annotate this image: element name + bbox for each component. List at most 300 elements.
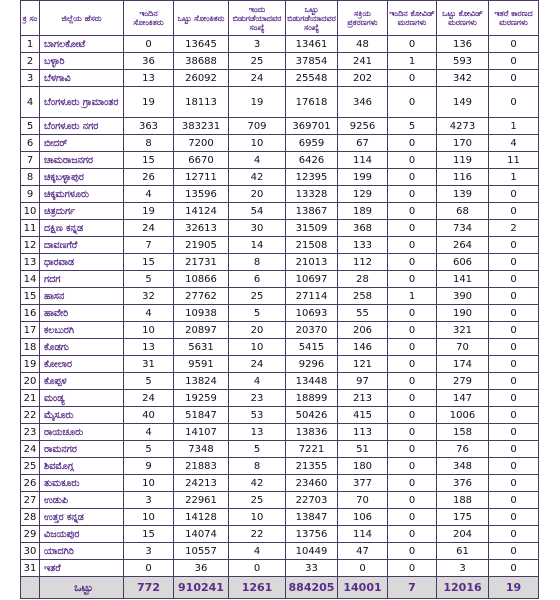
cell-total-discharged: 37854 <box>286 53 338 70</box>
table-row <box>21 70 539 87</box>
cell-other-deaths: 0 <box>489 237 539 254</box>
table-row <box>21 169 539 186</box>
cell-active: 48 <box>338 36 388 53</box>
cell-total-deaths: 158 <box>437 424 489 441</box>
cell-active: 133 <box>338 237 388 254</box>
cell-today-discharged: 10 <box>229 135 286 152</box>
cell-today-discharged: 24 <box>229 356 286 373</box>
cell-other-deaths: 0 <box>489 390 539 407</box>
cell-total-positive: 21731 <box>174 254 229 271</box>
cell-active: 9256 <box>338 118 388 135</box>
cell-total-deaths: 1006 <box>437 407 489 424</box>
cell-today-positive: 3 <box>124 492 174 509</box>
cell-total-positive: 12711 <box>174 169 229 186</box>
cell-sl: 15 <box>21 288 40 305</box>
cell-sl: 19 <box>21 356 40 373</box>
cell-total-deaths: 136 <box>437 36 489 53</box>
cell-today-discharged: 30 <box>229 220 286 237</box>
table-row <box>21 203 539 220</box>
cell-district: ಬೆಂಗಳೂರು ನಗರ <box>40 118 124 135</box>
cell-total-discharged: 10449 <box>286 543 338 560</box>
cell-today-deaths: 0 <box>388 526 437 543</box>
cell-other-deaths: 0 <box>489 36 539 53</box>
cell-today-positive: 5 <box>124 441 174 458</box>
cell-total-positive: 36 <box>174 560 229 577</box>
cell-total-discharged: 13756 <box>286 526 338 543</box>
cell-today-positive: 5 <box>124 373 174 390</box>
cell-other-deaths: 1 <box>489 169 539 186</box>
cell-total-discharged: 13847 <box>286 509 338 526</box>
cell-sl: 16 <box>21 305 40 322</box>
cell-total-deaths: 204 <box>437 526 489 543</box>
table-row <box>21 407 539 424</box>
cell-today-discharged: 3 <box>229 36 286 53</box>
table-row <box>21 254 539 271</box>
table-row <box>21 356 539 373</box>
cell-total-positive: 13596 <box>174 186 229 203</box>
cell-today-positive: 13 <box>124 339 174 356</box>
cell-total-positive: 9591 <box>174 356 229 373</box>
cell-total-positive: 7200 <box>174 135 229 152</box>
cell-total-discharged: 20370 <box>286 322 338 339</box>
cell-total-discharged: 13867 <box>286 203 338 220</box>
table-row <box>21 560 539 577</box>
cell-today-positive: 26 <box>124 169 174 186</box>
cell-sl: 14 <box>21 271 40 288</box>
covid-district-table-sheet <box>20 0 538 599</box>
cell-today-discharged: 54 <box>229 203 286 220</box>
cell-today-discharged: 6 <box>229 271 286 288</box>
cell-today-discharged: 53 <box>229 407 286 424</box>
cell-total-deaths: 170 <box>437 135 489 152</box>
cell-today-deaths: 5 <box>388 118 437 135</box>
table-row <box>21 87 539 118</box>
cell-district: ಕಲಬುರಗಿ <box>40 322 124 339</box>
table-row <box>21 458 539 475</box>
cell-total-discharged: 21355 <box>286 458 338 475</box>
cell-sl: 26 <box>21 475 40 492</box>
cell-today-discharged: 42 <box>229 475 286 492</box>
cell-total-discharged: 10693 <box>286 305 338 322</box>
cell-active: 55 <box>338 305 388 322</box>
cell-today-discharged: 23 <box>229 390 286 407</box>
cell-today-positive: 363 <box>124 118 174 135</box>
cell-sl: 28 <box>21 509 40 526</box>
cell-today-deaths: 0 <box>388 373 437 390</box>
cell-sl <box>21 577 40 599</box>
cell-total-discharged: 13836 <box>286 424 338 441</box>
cell-other-deaths: 0 <box>489 254 539 271</box>
header-row <box>21 1 539 36</box>
cell-sl: 9 <box>21 186 40 203</box>
cell-total-positive: 24213 <box>174 475 229 492</box>
cell-other-deaths: 11 <box>489 152 539 169</box>
cell-sl: 30 <box>21 543 40 560</box>
cell-total-positive: 38688 <box>174 53 229 70</box>
cell-total-positive: 22961 <box>174 492 229 509</box>
cell-total-deaths: 390 <box>437 288 489 305</box>
cell-total-discharged: 6426 <box>286 152 338 169</box>
cell-other-deaths: 0 <box>489 87 539 118</box>
cell-today-positive: 4 <box>124 424 174 441</box>
cell-total-deaths: 141 <box>437 271 489 288</box>
cell-sl: 25 <box>21 458 40 475</box>
cell-district: ರಾಮನಗರ <box>40 441 124 458</box>
cell-total-positive: 21905 <box>174 237 229 254</box>
cell-total-discharged: 13461 <box>286 36 338 53</box>
cell-today-discharged: 4 <box>229 373 286 390</box>
cell-active: 377 <box>338 475 388 492</box>
cell-today-discharged: 8 <box>229 254 286 271</box>
cell-active: 97 <box>338 373 388 390</box>
cell-today-deaths: 1 <box>388 53 437 70</box>
cell-active: 106 <box>338 509 388 526</box>
cell-total-deaths: 348 <box>437 458 489 475</box>
cell-total-positive: 13645 <box>174 36 229 53</box>
cell-other-deaths: 0 <box>489 475 539 492</box>
table-row <box>21 424 539 441</box>
cell-sl: 27 <box>21 492 40 509</box>
cell-today-positive: 15 <box>124 254 174 271</box>
cell-active: 146 <box>338 339 388 356</box>
cell-total-positive: 51847 <box>174 407 229 424</box>
cell-total-deaths: 376 <box>437 475 489 492</box>
cell-total-discharged: 13328 <box>286 186 338 203</box>
cell-district: ಒಟ್ಟು <box>40 577 124 599</box>
table-row <box>21 492 539 509</box>
table-row <box>21 152 539 169</box>
cell-total-positive: 18113 <box>174 87 229 118</box>
table-row <box>21 441 539 458</box>
cell-today-deaths: 0 <box>388 407 437 424</box>
cell-total-deaths: 606 <box>437 254 489 271</box>
cell-today-positive: 8 <box>124 135 174 152</box>
cell-other-deaths: 0 <box>489 305 539 322</box>
cell-total-positive: 10557 <box>174 543 229 560</box>
cell-sl: 23 <box>21 424 40 441</box>
cell-total-discharged: 12395 <box>286 169 338 186</box>
cell-today-discharged: 25 <box>229 492 286 509</box>
cell-total-discharged: 369701 <box>286 118 338 135</box>
cell-total-discharged: 17618 <box>286 87 338 118</box>
cell-today-deaths: 0 <box>388 543 437 560</box>
cell-sl: 11 <box>21 220 40 237</box>
cell-total-positive: 14128 <box>174 509 229 526</box>
cell-total-positive: 5631 <box>174 339 229 356</box>
header-today-discharged: ಇಂದು ಬಿಡುಗಡೆಯಾದವರ ಸಂಖ್ಯೆ <box>229 1 286 36</box>
cell-district: ಚಿಕ್ಕಬಳ್ಳಾಪುರ <box>40 169 124 186</box>
cell-active: 114 <box>338 152 388 169</box>
cell-district: ಹಾಸನ <box>40 288 124 305</box>
cell-today-deaths: 0 <box>388 203 437 220</box>
table-row <box>21 543 539 560</box>
table-row <box>21 339 539 356</box>
cell-today-deaths: 0 <box>388 509 437 526</box>
cell-active: 47 <box>338 543 388 560</box>
cell-district: ಉತ್ತರ ಕನ್ನಡ <box>40 509 124 526</box>
cell-today-deaths: 0 <box>388 135 437 152</box>
cell-total-positive: 32613 <box>174 220 229 237</box>
table-row <box>21 220 539 237</box>
cell-total-discharged: 50426 <box>286 407 338 424</box>
cell-total-discharged: 33 <box>286 560 338 577</box>
cell-active: 258 <box>338 288 388 305</box>
cell-today-positive: 15 <box>124 152 174 169</box>
header-total-positive: ಒಟ್ಟು ಸೋಂಕಿತರು <box>174 1 229 36</box>
cell-other-deaths: 0 <box>489 526 539 543</box>
cell-sl: 10 <box>21 203 40 220</box>
cell-total-deaths: 3 <box>437 560 489 577</box>
cell-active: 206 <box>338 322 388 339</box>
cell-today-positive: 7 <box>124 237 174 254</box>
cell-district: ಬಾಗಲಕೋಟೆ <box>40 36 124 53</box>
cell-total-deaths: 139 <box>437 186 489 203</box>
cell-sl: 5 <box>21 118 40 135</box>
cell-active: 346 <box>338 87 388 118</box>
table-row <box>21 373 539 390</box>
cell-today-positive: 5 <box>124 271 174 288</box>
cell-total-discharged: 884205 <box>286 577 338 599</box>
cell-sl: 21 <box>21 390 40 407</box>
cell-today-deaths: 0 <box>388 70 437 87</box>
cell-sl: 1 <box>21 36 40 53</box>
cell-today-discharged: 8 <box>229 458 286 475</box>
cell-today-positive: 31 <box>124 356 174 373</box>
cell-district: ಚಿತ್ರದುರ್ಗ <box>40 203 124 220</box>
cell-today-deaths: 0 <box>388 458 437 475</box>
cell-other-deaths: 0 <box>489 288 539 305</box>
cell-district: ಚಾಮರಾಜನಗರ <box>40 152 124 169</box>
cell-active: 121 <box>338 356 388 373</box>
cell-other-deaths: 4 <box>489 135 539 152</box>
cell-today-discharged: 24 <box>229 70 286 87</box>
cell-total-deaths: 147 <box>437 390 489 407</box>
cell-total-deaths: 342 <box>437 70 489 87</box>
cell-total-discharged: 5415 <box>286 339 338 356</box>
cell-district: ವಿಜಯಪುರ <box>40 526 124 543</box>
cell-total-positive: 26092 <box>174 70 229 87</box>
cell-other-deaths: 0 <box>489 492 539 509</box>
cell-today-positive: 10 <box>124 475 174 492</box>
cell-total-discharged: 10697 <box>286 271 338 288</box>
cell-sl: 24 <box>21 441 40 458</box>
cell-sl: 2 <box>21 53 40 70</box>
header-today-positive: ಇಂದಿನ ಸೋಂಕಿತರು <box>124 1 174 36</box>
cell-active: 241 <box>338 53 388 70</box>
cell-district: ಚಿಕ್ಕಮಗಳೂರು <box>40 186 124 203</box>
cell-today-deaths: 0 <box>388 492 437 509</box>
cell-district: ಧಾರವಾಡ <box>40 254 124 271</box>
cell-today-discharged: 5 <box>229 305 286 322</box>
cell-total-deaths: 190 <box>437 305 489 322</box>
cell-district: ದಕ್ಷಿಣ ಕನ್ನಡ <box>40 220 124 237</box>
table-body <box>21 36 539 599</box>
cell-today-positive: 772 <box>124 577 174 599</box>
header-total-deaths: ಒಟ್ಟು ಕೋವಿಡ್ ಮರಣಗಳು <box>437 1 489 36</box>
cell-today-deaths: 0 <box>388 475 437 492</box>
cell-total-deaths: 734 <box>437 220 489 237</box>
cell-today-positive: 9 <box>124 458 174 475</box>
cell-sl: 7 <box>21 152 40 169</box>
cell-total-deaths: 119 <box>437 152 489 169</box>
cell-active: 189 <box>338 203 388 220</box>
cell-total-positive: 383231 <box>174 118 229 135</box>
cell-total-positive: 7348 <box>174 441 229 458</box>
header-district: ಜಿಲ್ಲೆಯ ಹೆಸರು <box>40 1 124 36</box>
table-row <box>21 509 539 526</box>
cell-today-deaths: 0 <box>388 186 437 203</box>
district-data-table <box>20 0 539 599</box>
cell-total-deaths: 149 <box>437 87 489 118</box>
cell-district: ಬೆಳಗಾವಿ <box>40 70 124 87</box>
header-other-deaths: ಇತರೆ ಕಾರಣದ ಮರಣಗಳು <box>489 1 539 36</box>
cell-other-deaths: 0 <box>489 339 539 356</box>
cell-district: ಗದಗ <box>40 271 124 288</box>
cell-district: ರಾಯಚೂರು <box>40 424 124 441</box>
cell-sl: 12 <box>21 237 40 254</box>
cell-active: 114 <box>338 526 388 543</box>
cell-today-discharged: 22 <box>229 526 286 543</box>
cell-total-discharged: 23460 <box>286 475 338 492</box>
cell-today-deaths: 7 <box>388 577 437 599</box>
cell-sl: 20 <box>21 373 40 390</box>
header-active: ಸಕ್ರಿಯ ಪ್ರಕರಣಗಳು <box>338 1 388 36</box>
cell-sl: 18 <box>21 339 40 356</box>
cell-total-discharged: 6959 <box>286 135 338 152</box>
cell-other-deaths: 19 <box>489 577 539 599</box>
cell-today-positive: 32 <box>124 288 174 305</box>
cell-today-discharged: 10 <box>229 339 286 356</box>
cell-sl: 3 <box>21 70 40 87</box>
cell-total-positive: 14124 <box>174 203 229 220</box>
cell-today-discharged: 4 <box>229 543 286 560</box>
cell-today-discharged: 5 <box>229 441 286 458</box>
cell-district: ಇತರೆ <box>40 560 124 577</box>
cell-today-positive: 40 <box>124 407 174 424</box>
cell-today-discharged: 0 <box>229 560 286 577</box>
cell-total-deaths: 264 <box>437 237 489 254</box>
table-row <box>21 475 539 492</box>
total-row <box>21 577 539 599</box>
cell-today-deaths: 0 <box>388 560 437 577</box>
cell-active: 199 <box>338 169 388 186</box>
cell-sl: 4 <box>21 87 40 118</box>
cell-total-deaths: 593 <box>437 53 489 70</box>
header-total-discharged: ಒಟ್ಟು ಬಿಡುಗಡೆಯಾದವರ ಸಂಖ್ಯೆ <box>286 1 338 36</box>
cell-today-deaths: 0 <box>388 424 437 441</box>
cell-total-positive: 910241 <box>174 577 229 599</box>
cell-today-discharged: 19 <box>229 87 286 118</box>
cell-today-discharged: 20 <box>229 186 286 203</box>
cell-today-discharged: 1261 <box>229 577 286 599</box>
cell-district: ಉಡುಪಿ <box>40 492 124 509</box>
cell-today-positive: 24 <box>124 390 174 407</box>
cell-other-deaths: 0 <box>489 424 539 441</box>
cell-total-deaths: 70 <box>437 339 489 356</box>
cell-active: 213 <box>338 390 388 407</box>
cell-total-deaths: 12016 <box>437 577 489 599</box>
cell-other-deaths: 0 <box>489 560 539 577</box>
cell-district: ಕೊಪ್ಪಳ <box>40 373 124 390</box>
cell-total-positive: 21883 <box>174 458 229 475</box>
cell-other-deaths: 0 <box>489 53 539 70</box>
cell-total-deaths: 188 <box>437 492 489 509</box>
cell-total-discharged: 9296 <box>286 356 338 373</box>
cell-district: ಬಳ್ಳಾರಿ <box>40 53 124 70</box>
cell-active: 51 <box>338 441 388 458</box>
cell-other-deaths: 0 <box>489 322 539 339</box>
cell-active: 112 <box>338 254 388 271</box>
cell-total-deaths: 68 <box>437 203 489 220</box>
header-today-deaths: ಇಂದಿನ ಕೋವಿಡ್ ಮರಣಗಳು <box>388 1 437 36</box>
cell-total-positive: 14107 <box>174 424 229 441</box>
cell-active: 14001 <box>338 577 388 599</box>
table-row <box>21 118 539 135</box>
cell-today-deaths: 0 <box>388 305 437 322</box>
cell-total-discharged: 25548 <box>286 70 338 87</box>
cell-today-deaths: 1 <box>388 288 437 305</box>
cell-total-positive: 6670 <box>174 152 229 169</box>
cell-today-deaths: 0 <box>388 356 437 373</box>
cell-total-positive: 20897 <box>174 322 229 339</box>
cell-today-discharged: 13 <box>229 424 286 441</box>
cell-other-deaths: 1 <box>489 118 539 135</box>
cell-total-deaths: 4273 <box>437 118 489 135</box>
cell-today-positive: 0 <box>124 560 174 577</box>
cell-today-discharged: 42 <box>229 169 286 186</box>
cell-active: 368 <box>338 220 388 237</box>
cell-today-positive: 10 <box>124 322 174 339</box>
cell-other-deaths: 0 <box>489 458 539 475</box>
cell-total-positive: 10866 <box>174 271 229 288</box>
cell-total-deaths: 279 <box>437 373 489 390</box>
cell-total-deaths: 174 <box>437 356 489 373</box>
cell-sl: 8 <box>21 169 40 186</box>
cell-today-deaths: 0 <box>388 237 437 254</box>
cell-today-discharged: 10 <box>229 509 286 526</box>
table-row <box>21 390 539 407</box>
cell-total-positive: 19259 <box>174 390 229 407</box>
cell-other-deaths: 0 <box>489 203 539 220</box>
cell-district: ಮೈಸೂರು <box>40 407 124 424</box>
cell-today-discharged: 25 <box>229 288 286 305</box>
cell-sl: 6 <box>21 135 40 152</box>
cell-today-deaths: 0 <box>388 339 437 356</box>
table-row <box>21 271 539 288</box>
cell-district: ಶಿವಮೊಗ್ಗ <box>40 458 124 475</box>
table-row <box>21 186 539 203</box>
cell-today-positive: 19 <box>124 203 174 220</box>
cell-today-discharged: 20 <box>229 322 286 339</box>
cell-active: 0 <box>338 560 388 577</box>
cell-total-discharged: 31509 <box>286 220 338 237</box>
cell-today-deaths: 0 <box>388 271 437 288</box>
cell-other-deaths: 0 <box>489 356 539 373</box>
cell-district: ಕೊಡಗು <box>40 339 124 356</box>
cell-active: 113 <box>338 424 388 441</box>
cell-today-positive: 10 <box>124 509 174 526</box>
cell-other-deaths: 0 <box>489 373 539 390</box>
cell-today-deaths: 0 <box>388 152 437 169</box>
cell-district: ದಾವಣಗೆರೆ <box>40 237 124 254</box>
cell-total-discharged: 7221 <box>286 441 338 458</box>
cell-sl: 31 <box>21 560 40 577</box>
cell-sl: 29 <box>21 526 40 543</box>
cell-total-positive: 14074 <box>174 526 229 543</box>
cell-total-positive: 10938 <box>174 305 229 322</box>
cell-total-discharged: 18899 <box>286 390 338 407</box>
cell-today-deaths: 0 <box>388 441 437 458</box>
